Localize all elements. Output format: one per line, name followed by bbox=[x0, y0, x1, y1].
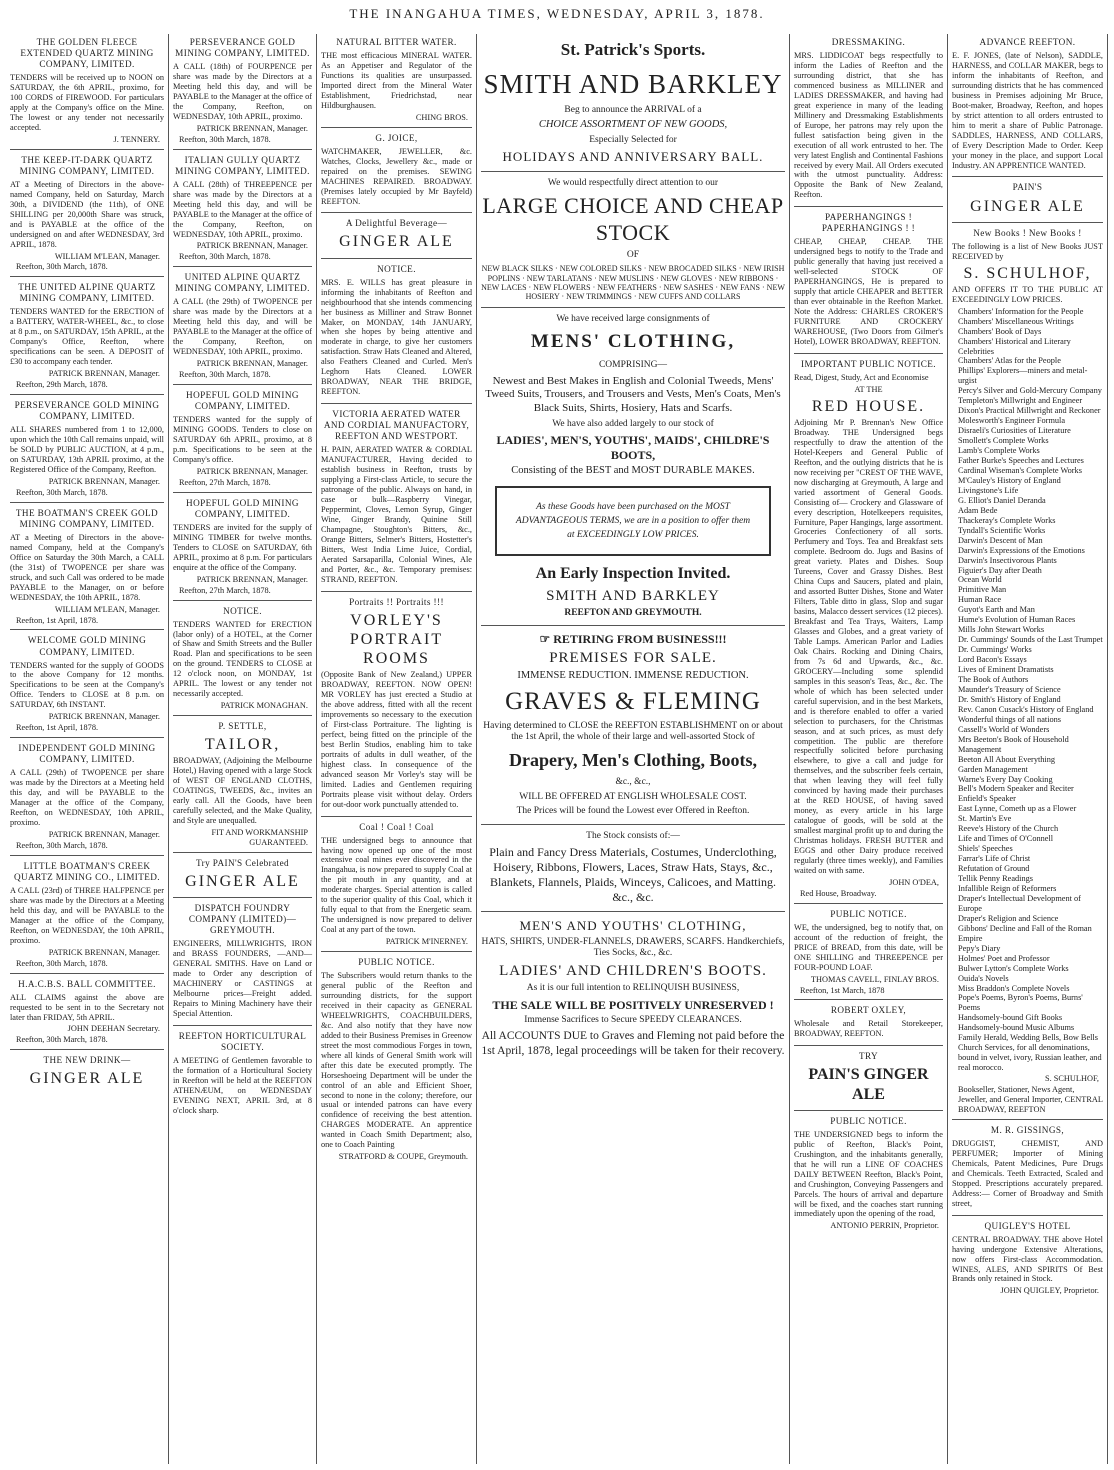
ad-body: WATCHMAKER, JEWELLER, &c. Watches, Clocks, Jewellery &c., made or repaired on the premises. SEWING MACHINES REPAIRED. BROADWAY. (Premises lately occupied by Mr Bayfeld) REEFTON. bbox=[321, 146, 472, 206]
framed-notice: As these Goods have been purchased on the MOST ADVANTAGEOUS TERMS, we are in a position to offer them at EXCEEDINGLY LOW PRICES. bbox=[495, 486, 771, 557]
ad-signature: CHING BROS. bbox=[415, 112, 468, 122]
ad-text: All ACCOUNTS DUE to Graves and Fleming not paid before the 1st April, 1878, legal proceedings will be taken for their recovery. bbox=[481, 1030, 785, 1057]
ad-title: THE KEEP-IT-DARK QUARTZ MINING COMPANY, LIMITED. bbox=[19, 154, 155, 176]
ad-body: ENGINEERS, MILLWRIGHTS, IRON and BRASS FOUNDERS, —AND— GENERAL SMITHS. Have on Land or made to Order any description of MACHINERY or CASTINGS at Melbourne prices—Freight added. Repairs to Mining Machinery have their Special Attention. bbox=[173, 939, 312, 1018]
ad-title: ITALIAN GULLY QUARTZ MINING COMPANY, LIMITED. bbox=[175, 154, 310, 176]
ad-title: P. SETTLE, bbox=[218, 721, 267, 732]
ad-date: Reefton, 1st March, 1878 bbox=[800, 985, 885, 995]
advertisement bbox=[794, 356, 943, 904]
book-item: Phillips' Explorers—miners and metal-urgist bbox=[958, 366, 1088, 386]
book-item: Chambers' Information for the People bbox=[958, 306, 1084, 316]
ad-text: We have also added largely to our stock of bbox=[552, 418, 714, 429]
ad-body: DRUGGIST, CHEMIST, AND PERFUMER; Importer of Mining Chemicals, Patent Medicines, Pure Drugs and Chemicals. Teeth Extracted, Scaled and Stopped. Prescriptions accurately prepared. Address:— Corner of Broadway and Smith street, bbox=[952, 1138, 1103, 1208]
advertisement bbox=[321, 34, 472, 128]
book-item: Darwin's Descent of Man bbox=[958, 535, 1043, 545]
ad-text: WILL BE OFFERED AT ENGLISH WHOLESALE COST. bbox=[519, 791, 747, 802]
book-item: Ouida's Novels bbox=[958, 973, 1009, 983]
ad-title: QUIGLEY'S HOTEL bbox=[984, 1220, 1071, 1231]
ad-date: Reefton, 27th March, 1878. bbox=[179, 477, 271, 487]
ad-body: WE, the undersigned, beg to notify that, on account of the reduction of freight, the PRICE of BREAD, from this date, will be ONE SHILLING and THREEPENCE per FOUR-POUND LOAF. bbox=[794, 922, 943, 972]
ad-heading: IMMENSE REDUCTION. IMMENSE REDUCTION. bbox=[517, 670, 749, 682]
ad-date: Red House, Broadway. bbox=[800, 888, 877, 898]
ad-date: Bookseller, Stationer, News Agent, Jeweller, and General Importer, CENTRAL BROADWAY, REEFTON bbox=[958, 1085, 1103, 1114]
ad-title: NOTICE. bbox=[223, 605, 262, 616]
book-item: Draper's Intellectual Development of Europe bbox=[958, 893, 1081, 913]
advertisement bbox=[321, 406, 472, 591]
column-4-feature-ads bbox=[477, 34, 790, 1464]
advertisement bbox=[173, 718, 312, 853]
book-item: Percy's Silver and Gold-Mercury Company bbox=[958, 386, 1102, 396]
ad-heading: PREMISES FOR SALE. bbox=[549, 650, 717, 667]
book-item: Beeton All About Everything bbox=[958, 754, 1056, 764]
advertisement bbox=[173, 1028, 312, 1122]
ad-title: PAPERHANGINGS ! PAPERHANGINGS ! ! bbox=[821, 212, 916, 234]
ad-body: AT a Meeting of Directors in the above-named Company, held on Saturday, March 30th, a DIVIDEND (the 11th), of ONE SHILLING per 20,000th Share was struck, and is PAYABLE at the office of the undersigned on and after WEDNESDAY, 3rd APRIL, 1878. bbox=[10, 179, 164, 249]
advertisement bbox=[173, 387, 312, 493]
ad-body: Adjoining Mr P. Brennan's New Office Broadway. THE Undersigned begs respectfully to draw the attention of the Hotel-Keepers and General Public of Reefton, and the outlying districts that he is now receiving per "CREST OF THE WAVE, now discharging at Greymouth, A large and varied assortment of General Goods. Consisting of— Crockery and Glassware of every description, Hotelkeepers requisites, Furniture, Paper Hangings, large assortment. Groceries Confectionery of all sorts. Perfumery and Toys. Tea and Breakfast sets complete. Bedroom do. Jugs and Basins of great variety. Plates and Dishes. Soup Tureens, Cover and Grassy Dishes. Best China Cups and Saucers, plated and plain, and assorted Butter Dishes, Stone and Water Filters, Table ditto in glass, Slop and sugar basins, Malacco dessert services (12 pieces). Breakfast and Tea Trays, Waiters, Lamp Glasses and Globes, and a great variety of Table Lamps. American Parlor and Ladies Oak Chairs. Rocking and Dining Chairs, from 7s 6d and Upwards, &c., &c. GROCERY—Including some splendid samples in this season's Teas, &c., &c. The whole of which has been selected under careful supervision, and in the best Markets, and is therefore enabled to offer a varied selection to purchasers, for the Christmas season, and at such prices, as must defy competition. The public are therefore respectfully solicited before purchasing elsewhere, to give a call and judge for themselves, and the subscriber feels certain, that when leaving they will feel fully convinced by having made their purchases at the RED HOUSE, of having saved money, as every article in his large catalogue of goods, will be sold at the smallest marginal profit up to and during the Christmas holidays. FRESH BUTTER and EGGS and other Dairy produce received regularly (three times weekly), and Families waited on with same. bbox=[794, 418, 943, 875]
ad-title: PUBLIC NOTICE. bbox=[830, 908, 907, 919]
ad-signature: WILLIAM M'LEAN, Manager. bbox=[54, 251, 160, 261]
ad-body: Read, Digest, Study, Act and Economise bbox=[794, 372, 929, 382]
column-6 bbox=[948, 34, 1108, 1464]
book-item: Handsomely-bound Gift Books bbox=[958, 1013, 1063, 1023]
advertisement bbox=[952, 1218, 1103, 1301]
ad-text: REEFTON AND GREYMOUTH. bbox=[564, 607, 702, 618]
ad-body: The following is a list of New Books JUST RECEIVED by bbox=[952, 241, 1103, 261]
advertisement bbox=[794, 209, 943, 354]
ad-display-heading: PAIN'S GINGER ALE bbox=[808, 1066, 929, 1103]
ad-signature: PATRICK BRENNAN, Manager. bbox=[196, 574, 308, 584]
ad-signature: THOMAS CAVELL, FINLAY BROS. bbox=[810, 974, 939, 984]
ad-display-heading: GINGER ALE bbox=[185, 872, 300, 890]
ad-text: We have received large consignments of bbox=[556, 314, 710, 325]
advertisement bbox=[794, 1113, 943, 1236]
goods-list: NEW BLACK SILKS · NEW COLORED SILKS · NEW BROCADED SILKS · NEW IRISH POPLINS · NEW TARLATANS · NEW MUSLINS · NEW GLOVES · NEW RIBBONS · NEW LACES · NEW FLOWERS · NEW FEATHERS · NEW SASHES · NEW FANS · NEW HOSIERY · NEW TRIMMINGS · NEW CUFFS AND COLLARS bbox=[481, 264, 785, 301]
ad-body: A CALL (the 29th) of TWOPENCE per share was made by the Directors at a Meeting held this day, and will be PAYABLE to the Manager at the office of the Company, Reefton, on WEDNESDAY, 10th APRIL, proximo. bbox=[173, 297, 312, 357]
book-item: Primitive Man bbox=[958, 585, 1007, 595]
book-item: Mrs Beeton's Book of Household Management bbox=[958, 734, 1069, 754]
firm-name: SMITH AND BARKLEY bbox=[546, 587, 720, 604]
ad-signature: PATRICK BRENNAN, Manager. bbox=[48, 712, 160, 722]
book-item: Infallible Reign of Reformers bbox=[958, 884, 1057, 893]
ad-display-heading: GINGER ALE bbox=[970, 197, 1085, 215]
ad-date: Reefton, 27th March, 1878. bbox=[179, 585, 271, 595]
book-item: Ocean World bbox=[958, 575, 1002, 585]
book-item: Bell's Modern Speaker and Reciter bbox=[958, 784, 1074, 794]
book-item: Lord Bacon's Essays bbox=[958, 655, 1027, 665]
ad-heading: MEN'S AND YOUTHS' CLOTHING, bbox=[519, 917, 747, 933]
ad-text: As it is our full intention to RELINQUISH BUSINESS, bbox=[526, 983, 740, 994]
ad-title: NATURAL BITTER WATER. bbox=[336, 37, 457, 47]
ad-title: THE BOATMAN'S CREEK GOLD MINING COMPANY, LIMITED. bbox=[15, 507, 159, 529]
ad-signature: PATRICK BRENNAN, Manager. bbox=[196, 359, 308, 369]
ad-date: Reefton, 29th March, 1878. bbox=[16, 380, 108, 390]
book-item: Handsomely-bound Music Albums bbox=[958, 1023, 1075, 1033]
book-item: Adam Bede bbox=[958, 505, 998, 515]
ad-text: Immense Sacrifices to Secure SPEEDY CLEARANCES. bbox=[524, 1015, 742, 1026]
book-item: Maunder's Treasury of Science bbox=[958, 684, 1061, 694]
book-item: Darwin's Insectivorous Plants bbox=[958, 555, 1057, 565]
book-item: Dr. Cummings' Sounds of the Last Trumpet bbox=[958, 635, 1103, 645]
advertisement bbox=[10, 632, 164, 738]
book-item: Molesworth's Engineer Formula bbox=[958, 416, 1066, 426]
ad-title: Portraits !! Portraits !!! bbox=[349, 596, 444, 607]
ad-body: The Subscribers would return thanks to the general public of the Reefton and surrounding districts, for the support received in their capacity as GENERAL WHEELWRIGHTS, COACHBUILDERS, &c. And also notify that they have now added to their Business Premises in Greenow street the most commodious Forges in town, where all kinds of General Smith work will after this date be executed promptly. The Horseshoeing Department will be under the control of an able and Efficient Shoer, second to none in the colony; therefore, our usual or intended patrons can have every confidence of receiving the best attention. CHARGES MODERATE. An apprentice wanted in Coach Smith Department; also, one to Coach Painting bbox=[321, 971, 472, 1150]
advertisement bbox=[794, 906, 943, 1001]
ad-signature: JOHN DEEHAN Secretary. bbox=[67, 1024, 160, 1034]
ad-body: MRS. E. WILLS has great pleasure in informing the inhabitants of Reefton and neighbourhood that she intends commencing her business as Milliner and Straw Bonnet Maker, on MONDAY, 14th JANUARY, when she hopes by being attentive and moderate in charge, to give her customers satisfaction. Straw Hats Cleaned and Altered, also Feathers Cleaned and Curled. Men's Leghorn Hats Cleaned. LOWER BROADWAY, NEAR THE BRIDGE, REEFTON. bbox=[321, 277, 472, 397]
ad-body: TENDERS WANTED for the ERECTION of a BATTERY, WATER-WHEEL, &c., to close at 8 p.m., on SATURDAY, 15th APRIL, at the Company's Office, Reefton, where specifications can be seen. A DEPOSIT of £30 to accompany each tender. bbox=[10, 307, 164, 367]
book-item: Cassell's World of Wonders bbox=[958, 724, 1050, 734]
ad-signature: PATRICK BRENNAN, Manager. bbox=[48, 476, 160, 486]
book-item: M'Cauley's History of England bbox=[958, 475, 1061, 485]
ad-signature: PATRICK BRENNAN, Manager. bbox=[196, 123, 308, 133]
advertisement bbox=[952, 1122, 1103, 1216]
book-item: Lamb's Complete Works bbox=[958, 446, 1040, 456]
ad-text: Especially Selected for bbox=[589, 134, 677, 145]
ad-title: HOPEFUL GOLD MINING COMPANY, LIMITED. bbox=[186, 390, 299, 412]
ad-body: AND OFFERS IT TO THE PUBLIC AT EXCEEDINGLY LOW PRICES. bbox=[952, 284, 1103, 304]
advertisement bbox=[10, 505, 164, 631]
ad-body: THE undersigned begs to announce that having now opened up one of the most extensive coal mines ever discovered in the Inangahua, is now prepared to supply Coal at the pit mouth in any quantity, and at moderate charges. Special attention is called to the superior quality of this Coal, which it fully equal to that from the Energetic seam. The undersigned is now prepared to deliver Coal at any part of the town. bbox=[321, 835, 472, 935]
ad-signature: JOHN O'DEA, bbox=[889, 877, 939, 887]
advertisement bbox=[10, 397, 164, 503]
ad-body: A CALL (23rd) of THREE HALFPENCE per share was made by the Directors at a Meeting held this day, and will be PAYABLE to the Manager at the office of the Company, Reefton, on WEDNESDAY, the 10th APRIL, proximo. bbox=[10, 885, 164, 945]
book-item: Smollett's Complete Works bbox=[958, 436, 1049, 446]
book-item: Bulwer Lytton's Complete Works bbox=[958, 963, 1069, 973]
ad-title: VICTORIA AERATED WATER AND CORDIAL MANUFACTORY, REEFTON AND WESTPORT. bbox=[323, 409, 470, 442]
advertisement bbox=[173, 269, 312, 385]
ad-title: INDEPENDENT GOLD MINING COMPANY, LIMITED. bbox=[18, 743, 156, 765]
ad-title: THE GOLDEN FLEECE EXTENDED QUARTZ MINING COMPANY, LIMITED. bbox=[20, 37, 154, 70]
advertisement bbox=[321, 819, 472, 953]
ad-title: G. JOICE, bbox=[375, 132, 418, 143]
advertisement bbox=[794, 34, 943, 207]
ad-text: COMPRISING— bbox=[598, 360, 668, 371]
ad-title: ADVANCE REEFTON. bbox=[979, 37, 1076, 47]
advertisement bbox=[10, 858, 164, 974]
ad-display-heading: GINGER ALE bbox=[339, 233, 454, 251]
ad-date: Reefton, 30th March, 1878. bbox=[16, 487, 108, 497]
ad-date: Reefton, 30th March, 1878. bbox=[179, 134, 271, 144]
ad-display-heading: RED HOUSE. bbox=[811, 397, 926, 415]
ad-body: TENDERS wanted for the supply of MINING GOODS. Tenders to close on SATURDAY 6th APRIL, proximo, at 8 p.m. Specifications to be seen at the Company's office. bbox=[173, 415, 312, 464]
column-2 bbox=[169, 34, 317, 1464]
ad-date: Reefton, 1st April, 1878. bbox=[16, 723, 99, 733]
advertisement bbox=[321, 954, 472, 1166]
advertisement bbox=[321, 130, 472, 214]
ad-body: ALL SHARES numbered from 1 to 12,000, upon which the 10th Call remains unpaid, will be SOLD by PUBLIC AUCTION, at 4 p.m., on SATURDAY, 13th APRIL proximo, at the Registered Office of the Company, Reefton. bbox=[10, 425, 164, 474]
ad-signature: JOHN QUIGLEY, Proprietor. bbox=[1000, 1286, 1099, 1296]
book-item: Life and Times of O'Connell bbox=[958, 834, 1054, 844]
ad-title: DISPATCH FOUNDRY COMPANY (LIMITED)—GREYMOUTH. bbox=[188, 903, 297, 936]
ad-signature: PATRICK BRENNAN, Manager. bbox=[196, 466, 308, 476]
ad-body: CHEAP, CHEAP, CHEAP. THE undersigned begs to notify to the Trade and public generally that having just received a well-selected STOCK OF PAPERHANGINGS, He is prepared to supply that article CHEAPER and BETTER than ever obtainable in the Reefton Market. Note the Address: CHARLES CROKER'S FURNITURE AND CROCKERY WAREHOUSE, (Two Doors from Gilmer's Hotel), LOWER BROADWAY, REEFTON. bbox=[794, 237, 943, 346]
ad-body: TENDERS WANTED for ERECTION (labor only) of a HOTEL, at the Corner of Shaw and Smith Streets and the Buller Road. Plan and specifications to be seen on the ground. TENDERS to CLOSE at 12 o'clock noon, on MONDAY, 1st APRIL. The lowest or any tender not necessarily accepted. bbox=[173, 619, 312, 699]
advertisement bbox=[10, 740, 164, 856]
ad-signature: FIT AND WORKMANSHIP GUARANTEED. bbox=[211, 828, 308, 847]
ad-title: PUBLIC NOTICE. bbox=[830, 1115, 907, 1126]
ad-title: THE UNITED ALPINE QUARTZ MINING COMPANY, LIMITED. bbox=[18, 282, 156, 304]
advertisement bbox=[173, 603, 312, 717]
book-item: Pope's Poems, Byron's Poems, Burns' Poems bbox=[958, 993, 1083, 1013]
ad-display-heading: TAILOR, bbox=[204, 736, 281, 754]
advertisement bbox=[10, 279, 164, 395]
ad-body: (Opposite Bank of New Zealand,) UPPER BROADWAY, REEFTON. NOW OPEN! MR VORLEY has just erected a Studio at the above address, fitted with all the recent improvements so necessary to the execution of First-class Portraiture. The lighting is perfect, being fitted on the principle of the best Berlin Studios, enabling him to take portraits of adults in dull weather, of the highest class. In consequence of the advanced season Mr Vorley's stay will be limited. Ladies and Gentlemen requiring Portraits please visit without delay. Orders for out-door work punctually attended to. bbox=[321, 670, 472, 809]
ad-signature: WILLIAM M'LEAN, Manager. bbox=[54, 604, 160, 614]
ad-body: BROADWAY, (Adjoining the Melbourne Hotel,) Having opened with a large Stock of WEST OF ENGLAND CLOTHS, COATINGS, TWEEDS, &c., invites an early call. All the Goods, have been carefully selected, and the Make Quality, and Style are unequalled. bbox=[173, 756, 312, 826]
ad-signature: PATRICK BRENNAN, Manager. bbox=[196, 241, 308, 251]
ad-display-heading: S. SCHULHOF, bbox=[963, 264, 1092, 282]
book-item: East Lynne, Cometh up as a Flower bbox=[958, 804, 1077, 814]
advertisement bbox=[321, 594, 472, 817]
ad-heading: An Early Inspection Invited. bbox=[535, 565, 731, 583]
ad-signature: PATRICK BRENNAN, Manager. bbox=[48, 829, 160, 839]
ad-signature: STRATFORD & COUPE, Greymouth. bbox=[338, 1152, 468, 1162]
book-item: G. Elliot's Daniel Deranda bbox=[958, 495, 1046, 505]
book-item: Farrar's Life of Christ bbox=[958, 854, 1031, 864]
ad-text: HATS, SHIRTS, UNDER-FLANNELS, DRAWERS, SCARFS. Handkerchiefs, Ties Socks, &c., &c. bbox=[481, 936, 785, 958]
ad-body: AT a Meeting of Directors in the above-named Company, held at the Company's Office on Saturday the 30th March, a CALL (the 31st) of TWOPENCE per share was struck, and such Call was ordered to be made PAYABLE to the Manager, on or before WEDNESDAY, the 10th APRIL, 1878. bbox=[10, 532, 164, 602]
ad-text: OF bbox=[626, 249, 640, 260]
ad-signature: PATRICK BRENNAN, Manager. bbox=[48, 947, 160, 957]
book-item: Pepy's Diary bbox=[958, 943, 1001, 953]
ad-signature: S. SCHULHOF, bbox=[1045, 1074, 1099, 1084]
column-3 bbox=[317, 34, 477, 1464]
ad-signature: ANTONIO PERRIN, Proprietor. bbox=[830, 1221, 939, 1231]
advertisement bbox=[952, 34, 1103, 177]
ad-heading: MENS' CLOTHING, bbox=[530, 331, 736, 353]
ad-signature: PATRICK BRENNAN, Manager. bbox=[48, 369, 160, 379]
ad-text: AT THE bbox=[854, 384, 883, 394]
ad-body: A MEETING of Gentlemen favorable to the formation of a Horticultural Society in Reefton will be held at the REEFTON ATHENÆUM, on WEDNESDAY EVENING NEXT, APRIL 3rd, at 8 o'clock sharp. bbox=[173, 1055, 312, 1115]
ad-title: ROBERT OXLEY, bbox=[830, 1005, 907, 1016]
book-item: Draper's Religion and Science bbox=[958, 913, 1059, 923]
ad-title: New Books ! New Books ! bbox=[973, 227, 1082, 238]
ad-display-heading: VORLEY'S PORTRAIT ROOMS bbox=[349, 611, 444, 667]
book-item: Holmes' Poet and Professor bbox=[958, 953, 1050, 963]
ad-heading: THE SALE WILL BE POSITIVELY UNRESERVED ! bbox=[492, 997, 774, 1012]
advertisement bbox=[952, 179, 1103, 222]
advertisement bbox=[794, 1048, 943, 1110]
advertisement bbox=[10, 34, 164, 150]
advertisement bbox=[794, 1002, 943, 1046]
book-item: Wonderful things of all nations bbox=[958, 714, 1062, 724]
book-item: The Book of Authors bbox=[958, 674, 1029, 684]
book-item: Human Race bbox=[958, 595, 1002, 605]
ad-body: ALL CLAIMS against the above are requested to be sent in to the Secretary not later than FRIDAY, 5th APRIL. bbox=[10, 992, 164, 1022]
ad-text: We would respectfully direct attention to our bbox=[547, 177, 719, 188]
ad-title: PERSEVERANCE GOLD MINING COMPANY, LIMITED. bbox=[14, 400, 160, 422]
ad-text: Newest and Best Makes in English and Colonial Tweeds, Mens' Tweed Suits, Trousers, and Trousers and Vests, Men's Coats, Men's Black Suits, Shirts, Hosiery, Hats and Scarfs. bbox=[485, 374, 781, 415]
ad-body: CENTRAL BROADWAY. THE above Hotel having undergone Extensive Alterations, now offers First-class Accommodation. WINES, ALES, AND SPIRITS Of Best Brands only retained in Stock. bbox=[952, 1234, 1103, 1284]
ad-body: TENDERS wanted for the supply of GOODS to the above Company for 12 months. Specifications to be seen at the Company's Office. Tenders to CLOSE at 8 p.m. on SATURDAY, 6th INSTANT. bbox=[10, 660, 164, 710]
ad-display-heading: GINGER ALE bbox=[29, 1070, 145, 1088]
ad-title: THE NEW DRINK— bbox=[43, 1055, 131, 1066]
book-list bbox=[952, 307, 1103, 1073]
ad-title: A Delightful Beverage— bbox=[345, 218, 448, 229]
firm-name: SMITH AND BARKLEY bbox=[483, 69, 783, 100]
ad-signature: PATRICK M'INERNEY. bbox=[385, 937, 468, 947]
advertisement bbox=[173, 855, 312, 898]
book-item: Rev. Canon Cusack's History of England bbox=[958, 704, 1094, 714]
advertisement bbox=[173, 34, 312, 150]
ad-title: NOTICE. bbox=[377, 263, 416, 274]
ad-title: TRY bbox=[858, 1051, 879, 1062]
advertisement bbox=[321, 261, 472, 404]
book-item: Warne's Every Day Cooking bbox=[958, 774, 1053, 784]
ad-heading: LADIES', MEN'S, YOUTHS', MAIDS', CHILDRE'S BOOTS, bbox=[496, 433, 770, 462]
ad-title: PAIN'S bbox=[1012, 182, 1043, 193]
advertisement bbox=[10, 152, 164, 278]
advertisement bbox=[173, 900, 312, 1026]
ad-body: A CALL (28th) of THREEPENCE per share was made by the Directors at a Meeting held this day, and will be PAYABLE to the Manager at the office of the Company, Reefton, on WEDNESDAY, 10th APRIL, proximo. bbox=[173, 179, 312, 239]
ad-date: Reefton, 30th March, 1878. bbox=[179, 252, 271, 262]
ad-title: H.A.C.B.S. BALL COMMITTEE. bbox=[18, 978, 156, 989]
book-item: Reeve's History of the Church bbox=[958, 824, 1059, 834]
book-item: Shiels' Speeches bbox=[958, 844, 1013, 854]
ad-text: Beg to announce the ARRIVAL of a bbox=[564, 104, 702, 115]
book-item: Family Herald, Wedding Bells, Bow Bells bbox=[958, 1033, 1098, 1043]
ad-heading: LADIES' AND CHILDREN'S BOOTS. bbox=[499, 963, 767, 980]
book-item: Tellik Penny Readings bbox=[958, 874, 1034, 884]
book-item: Church Services, for all denominations, bound in velvet, ivory, Russian leather, and real morocco. bbox=[958, 1043, 1102, 1073]
book-item: Chambers' Miscellaneous Writings bbox=[958, 316, 1074, 326]
firm-name: GRAVES & FLEMING bbox=[505, 687, 761, 715]
ad-title: LITTLE BOATMAN'S CREEK QUARTZ MINING CO., LIMITED. bbox=[13, 860, 160, 882]
ad-title: WELCOME GOLD MINING COMPANY, LIMITED. bbox=[27, 635, 147, 657]
advertisement bbox=[10, 976, 164, 1051]
ad-title: M. R. GISSINGS, bbox=[990, 1124, 1065, 1135]
ad-date: Reefton, 30th March, 1878. bbox=[16, 840, 108, 850]
ad-title: IMPORTANT PUBLIC NOTICE. bbox=[801, 358, 936, 369]
ad-heading: ☞ RETIRING FROM BUSINESS!!! bbox=[539, 631, 727, 646]
ad-body: A CALL (29th) of TWOPENCE per share was made by the Directors at a Meeting held this day, and will be PAYABLE to the Manager at the office of the Company, Reefton, on WEDNESDAY, 10th APRIL, proximo. bbox=[10, 768, 164, 828]
ad-date: Reefton, 30th March, 1878. bbox=[179, 370, 271, 380]
ad-body: TENDERS are invited for the supply of MINING TIMBER for twelve months. Tenders to CLOSE on SATURDAY, 6th APRIL, proximo at 8 p.m. For particulars enquire at the office of the Company. bbox=[173, 522, 312, 572]
advertisement bbox=[173, 495, 312, 601]
masthead: THE INANGAHUA TIMES, WEDNESDAY, APRIL 3, 1878. bbox=[349, 6, 765, 21]
ad-title: DRESSMAKING. bbox=[831, 37, 906, 47]
book-item: Dr. Smith's History of England bbox=[958, 694, 1061, 704]
ad-text: Plain and Fancy Dress Materials, Costumes, Underclothing, Hoisery, Ribbons, Flowers, Laces, Straw Hats, Stays, &c., Blankets, Flannels, Plaids, Winceys, Calicoes, and Matting. &c., &c. bbox=[489, 844, 777, 904]
book-item: Refutation of Ground bbox=[958, 864, 1030, 874]
ad-title: PERSEVERANCE GOLD MINING COMPANY, LIMITED. bbox=[175, 37, 310, 59]
advertisement bbox=[952, 225, 1103, 1120]
book-item: Mills John Stewart Works bbox=[958, 625, 1045, 635]
ad-body: A CALL (18th) of FOURPENCE per share was made by the Directors at a Meeting held this day, and will be PAYABLE to the Manager at the office of the Company, Reefton, on WEDNESDAY, 10th APRIL, proximo. bbox=[173, 62, 312, 121]
ad-text: &c., &c., bbox=[615, 777, 651, 788]
book-item: Father Burke's Speeches and Lectures bbox=[958, 456, 1084, 466]
ad-text: The Prices will be found the Lowest ever Offered in Reefton. bbox=[516, 806, 750, 817]
book-item: Chambers' Book of Days bbox=[958, 326, 1042, 336]
book-item: Dr. Cummings' Works bbox=[958, 645, 1032, 655]
book-item: Templeton's Millwright and Engineer bbox=[958, 396, 1083, 406]
advertisement bbox=[173, 152, 312, 268]
ad-date: Reefton, 1st April, 1878. bbox=[16, 615, 99, 625]
ad-text: The Stock consists of:— bbox=[586, 830, 680, 841]
column-5 bbox=[790, 34, 948, 1464]
ad-body: E. F. JONES, (late of Nelson), SADDLE, HARNESS, and COLLAR MAKER, begs to inform the inhabitants of Reefton, and surrounding districts that he has commenced business in Premises adjoining Mr Bruce, Boot-maker, Broadway, Reefton, and hopes by strict attention to all orders entrusted to him to merit a share of Public Patronage. SADDLES, HARNESS, AND COLLARS, of Every Description Made to Order. Keep your money in the place, and support Local Industry. AN APPRENTICE WANTED. bbox=[952, 51, 1103, 170]
ad-title: Coal ! Coal ! Coal bbox=[359, 821, 434, 832]
ad-body: THE UNDERSIGNED begs to inform the public of Reefton, Black's Point, Crushington, and the inhabitants generally, that he will run a LINE OF COACHES DAILY BETWEEN Reefton, Black's Point, and Crushington, Conveying Passengers and Parcels. The hours of arrival and departure will be fixed, and the coaches start running immediately upon the opening of the road, bbox=[794, 1129, 943, 1219]
book-item: Enfield's Speaker bbox=[958, 794, 1016, 804]
book-item: Livingstone's Life bbox=[958, 485, 1019, 495]
ad-title: St. Patrick's Sports. bbox=[560, 40, 706, 59]
ad-body: MRS. LIDDICOAT begs respectfully to inform the Ladies of Reefton and the surrounding district, that she has commenced business as MILLINER and LADIES DRESSMAKER, and having had great experience in many of the leading Millinery and Dressmaking Establishments of Europe, her patrons may rely upon the fullest satisfaction being given in the execution of all work entrusted to her. The very latest English and Continental Fashions received by every Mail. All Orders executed with the utmost punctuality. Address: Opposite the Bank of New Zealand, Reefton. bbox=[794, 51, 943, 200]
book-item: Disraeli's Curiosities of Literature bbox=[958, 426, 1071, 436]
advertisement bbox=[10, 1052, 164, 1094]
book-item: St. Martin's Eve bbox=[958, 814, 1012, 824]
book-item: Hume's Evolution of Human Races bbox=[958, 615, 1076, 625]
column-1 bbox=[6, 34, 169, 1464]
ad-date: Reefton, 30th March, 1878. bbox=[16, 262, 108, 272]
book-item: Cardinal Wiseman's Complete Works bbox=[958, 465, 1082, 475]
ad-signature: PATRICK MONAGHAN. bbox=[220, 701, 308, 711]
ad-body: H. PAIN, AERATED WATER & CORDIAL MANUFACTURER, Having decided to establish business in Reefton, trusts by supplying a First-class Article, to secure the patronage of the public. Always on hand, in case or bulk—Raspberry Vinegar, Peppermint, Cloves, Lemon Syrup, Ginger Wine, Ginger Brandy, Quinine Still Champagne, Stoughton's Bitters, &c., Orange Bitters, Selmer's Bitters, Hostetter's Bitters, West India Lime Juice, Cordial, Aerated Sarsaparilla, Colonial Wines, Ale and Porter, &c., &c. Temporary premises: STRAND, REEFTON. bbox=[321, 445, 472, 584]
ad-heading: Drapery, Men's Clothing, Boots, bbox=[508, 749, 757, 770]
ad-body: Wholesale and Retail Storekeeper, BROADWAY, REEFTON. bbox=[794, 1019, 943, 1039]
ad-text: Consisting of the BEST and MOST DURABLE MAKES. bbox=[511, 465, 755, 477]
book-item: Thackeray's Complete Works bbox=[958, 515, 1056, 525]
book-item: Lives of Eminent Dramatists bbox=[958, 665, 1054, 675]
ad-date: Reefton, 30th March, 1878. bbox=[16, 1035, 108, 1045]
ad-text: Having determined to CLOSE the REEFTON ESTABLISHMENT on or about the 1st April, the whole of their large and well-assorted Stock of bbox=[483, 720, 783, 743]
book-item: Dixon's Practical Millwright and Reckoner bbox=[958, 406, 1101, 416]
ad-title: HOPEFUL GOLD MINING COMPANY, LIMITED. bbox=[186, 497, 299, 519]
book-item: Guyot's Earth and Man bbox=[958, 605, 1035, 615]
book-item: Gibbons' Decline and Fall of the Roman Empire bbox=[958, 923, 1092, 943]
book-item: Tyndall's Scientific Works bbox=[958, 525, 1046, 535]
ad-heading: LARGE CHOICE AND CHEAP STOCK bbox=[482, 193, 784, 245]
book-item: Chambers' Historical and Literary Celebrities bbox=[958, 336, 1071, 356]
ad-body: TENDERS will be received up to NOON on SATURDAY, the 6th APRIL, proximo, for 100 CORDS of FIREWOOD. For particulars apply at the Company's office on the Mine. The lowest or any tender not necessarily accepted. bbox=[10, 73, 164, 132]
ad-body: THE most efficacious MINERAL WATER. As an Appetiser and Regulator of the Functions its qualities are unsurpassed. Imported direct from the Mineral Water Establishment, Friedrichstad, near Hildburghausen. bbox=[321, 51, 472, 110]
ad-date: Reefton, 30th March, 1878. bbox=[16, 958, 108, 968]
ad-text: CHOICE ASSORTMENT OF NEW GOODS, bbox=[538, 119, 728, 131]
ad-title: PUBLIC NOTICE. bbox=[358, 957, 435, 968]
book-item: Figuier's Day after Death bbox=[958, 565, 1042, 575]
ad-title: REEFTON HORTICULTURAL SOCIETY. bbox=[178, 1030, 307, 1052]
book-item: Miss Braddon's Complete Novels bbox=[958, 983, 1070, 993]
ad-heading: HOLIDAYS AND ANNIVERSARY BALL. bbox=[502, 149, 764, 165]
advertisement bbox=[321, 215, 472, 258]
book-item: Chambers' Atlas for the People bbox=[958, 356, 1061, 366]
ad-signature: J. TENNERY. bbox=[113, 134, 160, 144]
ad-title: UNITED ALPINE QUARTZ MINING COMPANY, LIMITED. bbox=[175, 272, 310, 294]
book-item: Darwin's Expressions of the Emotions bbox=[958, 545, 1085, 555]
ad-title: Try PAIN'S Celebrated bbox=[195, 857, 290, 868]
book-item: Garden Management bbox=[958, 764, 1028, 774]
